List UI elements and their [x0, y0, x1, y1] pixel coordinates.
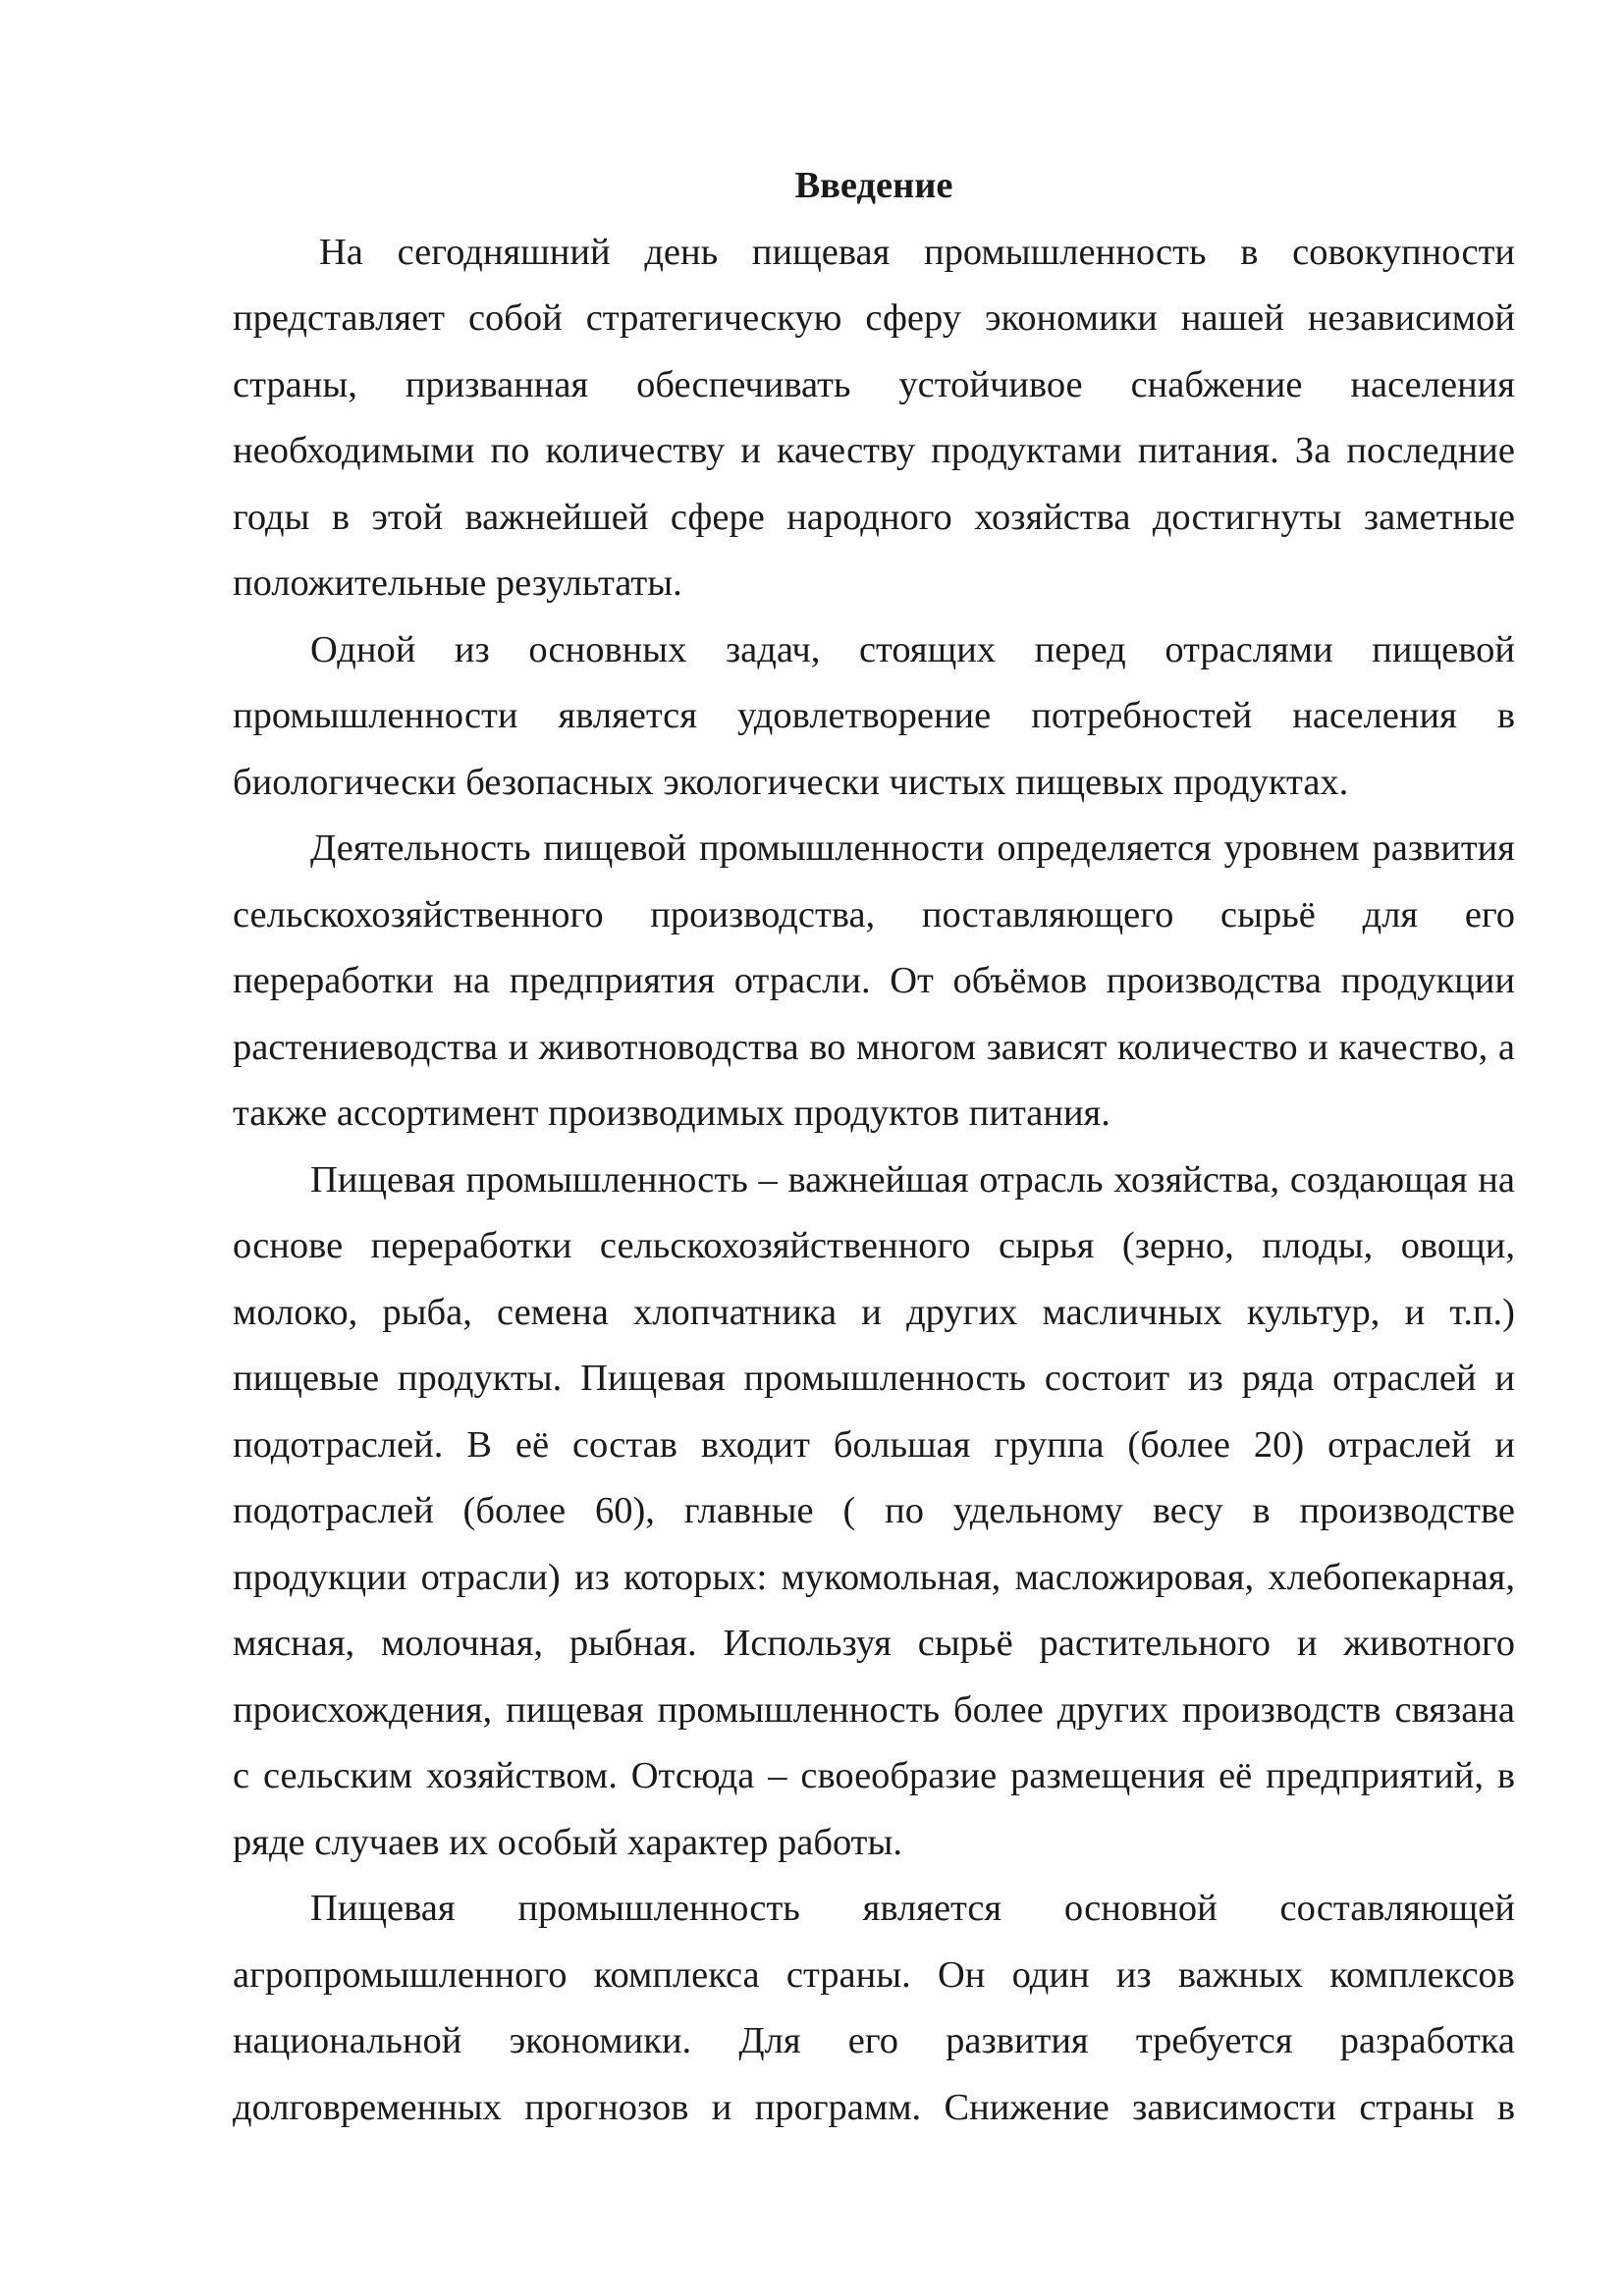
page-title: Введение	[794, 165, 953, 206]
paragraph: Одной из основных задач, стоящих перед отраслями пищевой промышленности является удовлетворение потребностей населения в биологически безопасных экологически чистых пищевых продуктах.	[233, 628, 1515, 803]
paragraph: На сегодняшний день пищевая промышленность в совокупности представляет собой стратегическую сферу экономики нашей независимой страны, призванная обеспечивать устойчивое снабжение населения необходимыми по количеству и качеству продуктами питания. За последние годы в этой важнейшей сфере народного хозяйства достигнуты заметные положительные результаты.	[233, 231, 1515, 604]
document-body	[233, 153, 1515, 2141]
paragraph: Пищевая промышленность является основной составляющей агропромышленного комплекса страны. Он один из важных комплексов национальной экономики. Для его развития требуется разработка долговременных прогнозов и программ. Снижение зависимости страны в	[233, 1888, 1515, 2128]
paragraph: Пищевая промышленность – важнейшая отрасль хозяйства, создающая на основе переработки сельскохозяйственного сырья (зерно, плоды, овощи, молоко, рыба, семена хлопчатника и других масличных культур, и т.п.) пищевые продукты. Пищевая промышленность состоит из ряда отраслей и подотраслей. В её состав входит большая группа (более 20) отраслей и подотраслей (более 60), главные ( по удельному весу в производстве продукции отрасли) из которых: мукомольная, масложировая, хлебопекарная, мясная, молочная, рыбная. Используя сырьё растительного и животного происхождения, пищевая промышленность более других производств связана с сельским хозяйством. Отсюда – своеобразие размещения её предприятий, в ряде случаев их особый характер работы.	[233, 1158, 1515, 1863]
paragraph: Деятельность пищевой промышленности определяется уровнем развития сельскохозяйственного производства, поставляющего сырьё для его переработки на предприятия отрасли. От объёмов производства продукции растениеводства и животноводства во многом зависят количество и качество, а также ассортимент производимых продуктов питания.	[233, 828, 1515, 1134]
